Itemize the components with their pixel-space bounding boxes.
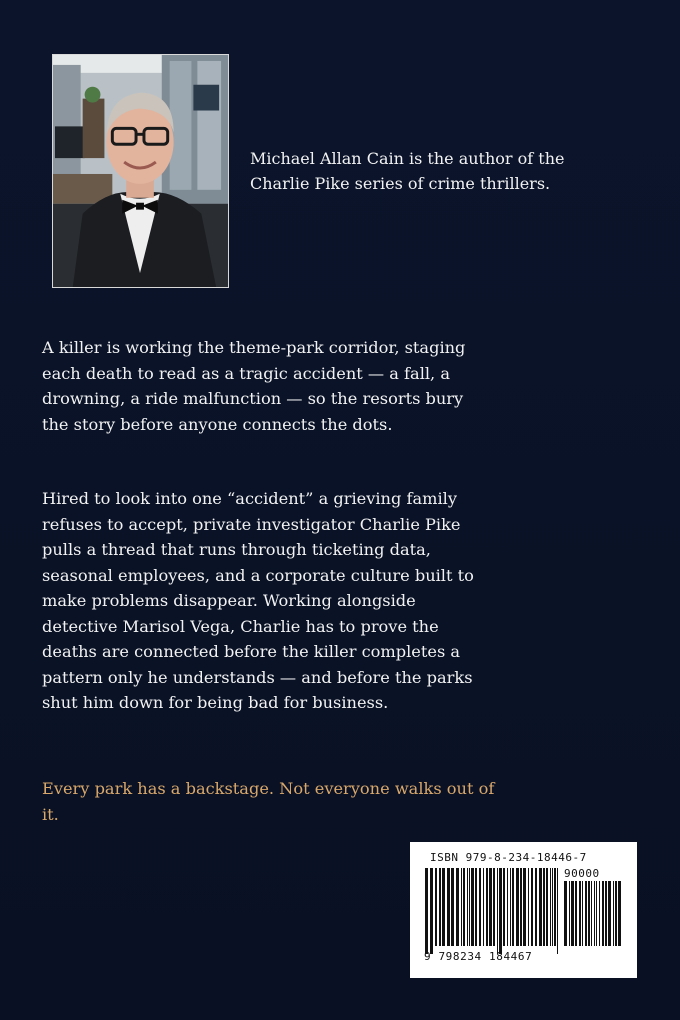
barcode-bar [571,881,574,946]
barcode-bar [425,868,428,954]
barcode-bar [546,868,548,946]
blurb-paragraph-2: Hired to look into one “accident” a grieving family refuses to accept, private investigator Charlie Pike pulls a thread that runs through ticketing data, seasonal employees, and a corporate culture built to make problems disappear. Working alongside detective Marisol Vega, Charlie has to prove the deaths are connected before the killer completes a pattern only he understands — and before the parks shut him down for being bad for business. [42,489,474,712]
barcode-bar [596,881,597,946]
barcode-bar [461,868,462,946]
barcode-bar [510,868,511,946]
barcode-bar [550,868,551,946]
barcode-bar [615,881,617,946]
barcode-bar [471,868,474,946]
barcode-bar [442,868,445,946]
barcode-bar [569,881,570,946]
barcode-bar [520,868,522,946]
barcode-bar [613,881,614,946]
barcode-bar [523,868,526,946]
barcode-bar [475,868,477,946]
price-code: 90000 [564,867,600,880]
addon-barcode-bars [563,881,621,954]
barcode-bar [618,881,621,946]
tagline: Every park has a backstage. Not everyone walks out of it. [42,779,495,824]
barcode-bar [535,868,537,946]
barcode-bar [554,868,556,946]
barcode-bar [605,881,607,946]
barcode-bar [499,868,502,954]
barcode-bar [486,868,488,946]
barcode-bar [479,868,481,946]
barcode-bar [579,881,581,946]
barcode-bar [469,868,470,946]
barcode-bar [456,868,459,946]
barcode-bar [591,881,592,946]
blurb-paragraph-1: A killer is working the theme-park corridor, staging each death to read as a tragic accident — a fall, a drowning, a ride malfunction — so the resorts bury the story before anyone connects the dots. [42,338,466,434]
barcode-bar [463,868,465,946]
barcode-bar [599,881,600,946]
author-photo [52,54,229,288]
barcode-bar [516,868,519,946]
barcode-bar [497,868,498,954]
barcode-bar [507,868,508,946]
isbn-barcode [410,842,637,978]
barcode-bar [528,868,529,946]
barcode-bar [512,868,514,946]
barcode-bar [439,868,441,946]
author-bio: Michael Allan Cain is the author of the Charlie Pike series of crime thrillers. [250,149,565,193]
barcode-bar [557,868,558,954]
barcode-bar [602,881,604,946]
barcode-bar [531,868,533,946]
barcode-bar [430,868,433,954]
barcode-bar [539,868,542,946]
ean-digits: 9 798234 184467 [424,950,533,963]
barcode-bar [582,881,583,946]
barcode-bars [424,868,560,954]
barcode-bar [489,868,492,946]
barcode-bar [493,868,495,946]
barcode-bar [503,868,505,946]
barcode-bar [608,881,611,946]
barcode-bar [447,868,450,946]
barcode-bar [543,868,545,946]
barcode-bar [594,881,595,946]
barcode-bar [451,868,454,946]
barcode-bar [564,881,567,946]
barcode-bar [588,881,590,946]
barcode-bar [467,868,468,946]
barcode-bar [483,868,484,946]
barcode-bar [552,868,553,946]
barcode-bar [435,868,437,946]
barcode-bar [585,881,587,946]
barcode-bar [575,881,577,946]
isbn-label: ISBN 979-8-234-18446-7 [430,851,587,864]
